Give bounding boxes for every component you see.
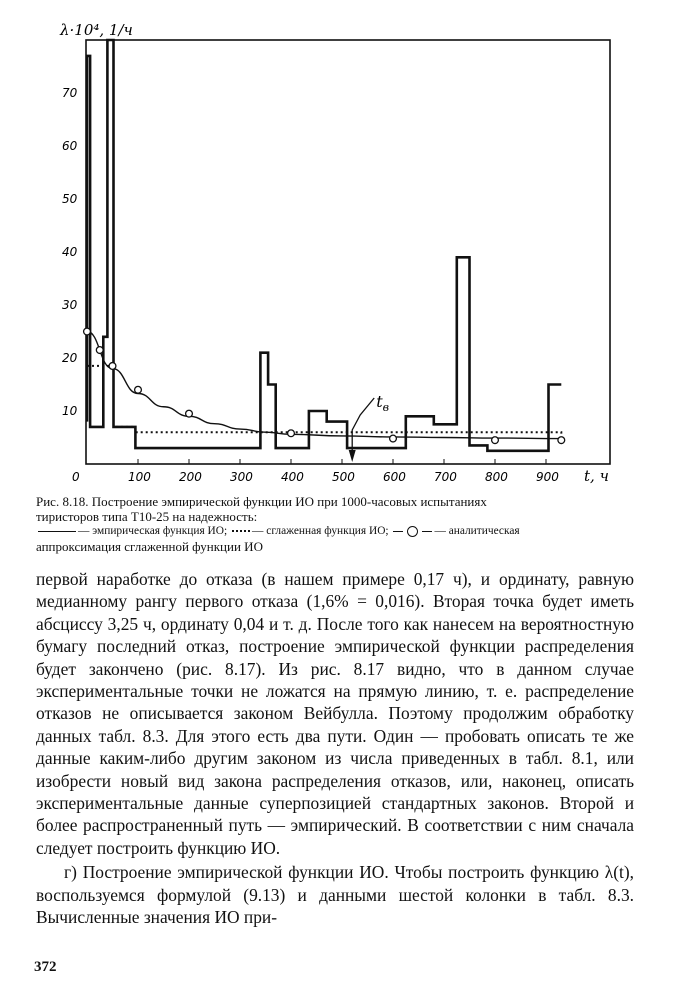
analytic-marker	[558, 437, 565, 444]
caption-line1: Построение эмпирической функции ИО при 1000-часовых испытаниях	[91, 494, 487, 509]
caption-legend	[36, 524, 636, 539]
analytic-marker	[492, 437, 499, 444]
x-tick-label: 800	[485, 470, 508, 484]
figure-number: Рис. 8.18.	[36, 494, 89, 509]
page-number: 372	[34, 959, 57, 975]
legend-dotted-line-icon	[232, 530, 250, 532]
legend-smoothed: — сглаженная функция ИО;	[252, 525, 389, 537]
y-axis-title: λ·10⁴, 1/ч	[60, 21, 133, 39]
y-tick-label: 50	[62, 192, 78, 206]
x-tick-label: 500	[332, 470, 355, 484]
x-tick-label: 900	[536, 470, 559, 484]
smoothed-dotted-line	[87, 366, 561, 438]
analytic-marker	[135, 386, 142, 393]
y-tick-label: 10	[62, 404, 78, 418]
tb-leader-line	[352, 398, 374, 452]
empirical-step-line	[87, 40, 561, 451]
paragraph-1: первой наработке до отказа (в нашем примере 0,17 ч), и ординату, равную медианному рангу первого отказа (1,6% = 0,016). Вторая точка будет иметь абсциссу 3,25 ч, ординату 0,04 и т. д. После того как нанесем на вероятностную бумагу последний отказ, построение эмпирической функции распределения будет закончено (рис. 8.17). Из рис. 8.17 видно, что в данном случае экспериментальные точки не ложатся на прямую линию, т. е. распределение отказов не описывается законом Вейбулла. Поэтому продолжим обработку данных табл. 8.3. Для этого есть два пути. Один — пробовать описать те же данные каким-либо другим законом из числа приведенных в табл. 8.1, или изобрести новый вид закона распределения отказов, или, наконец, описать экспериментальные данные суперпозицией стандартных законов. Второй и более распространенный путь — эмпирический. В соответствии с ним сначала следует построить функцию ИО.	[36, 569, 634, 858]
legend-solid-line-icon	[38, 531, 76, 532]
caption-line2: тиристоров типа Т10-25 на надежность:	[36, 509, 258, 524]
y-tick-label: 20	[62, 351, 78, 365]
y-tick-label: 60	[62, 139, 78, 153]
tb-arrow	[349, 450, 356, 462]
y-tick-label: 30	[62, 298, 78, 312]
x-tick-label: 200	[179, 470, 202, 484]
x-tick-label: 0	[72, 470, 80, 484]
body-text	[36, 568, 634, 929]
tb-label: $t_в$	[376, 392, 390, 414]
failure-rate-chart	[0, 0, 688, 490]
x-tick-label: 600	[383, 470, 406, 484]
analytic-marker	[186, 410, 193, 417]
y-tick-label: 40	[62, 245, 78, 259]
legend-dash-icon-2	[422, 531, 432, 532]
x-tick-label: 300	[230, 470, 253, 484]
analytic-marker	[96, 347, 103, 354]
legend-analytic: — аналитическая	[434, 525, 520, 537]
series-layer	[84, 40, 565, 451]
analytic-marker	[84, 328, 91, 335]
legend-circle-icon	[407, 526, 418, 537]
y-tick-label: 70	[62, 86, 78, 100]
x-tick-label: 100	[128, 470, 151, 484]
x-axis-title: t, ч	[584, 467, 609, 485]
analytic-curve	[87, 332, 561, 439]
legend-empirical: — эмпирическая функция ИО;	[78, 525, 228, 537]
y-ticks	[62, 86, 78, 418]
x-tick-label: 400	[281, 470, 304, 484]
paragraph-2: г) Построение эмпирической функции ИО. Чтобы построить функцию λ(t), воспользуемся формулой (9.13) и данными шестой колонки в табл. 8.3. Вычисленные значения ИО при-	[36, 862, 634, 928]
plot-frame	[86, 40, 610, 464]
analytic-marker	[109, 363, 116, 370]
analytic-marker	[288, 430, 295, 437]
analytic-marker	[390, 435, 397, 442]
x-tick-label: 700	[434, 470, 457, 484]
caption-line4: аппроксимация сглаженной функции ИО	[36, 539, 263, 554]
tb-annotation	[349, 392, 389, 462]
figure-caption	[36, 494, 636, 554]
x-ticks	[72, 459, 559, 484]
legend-dash-icon	[393, 531, 403, 532]
